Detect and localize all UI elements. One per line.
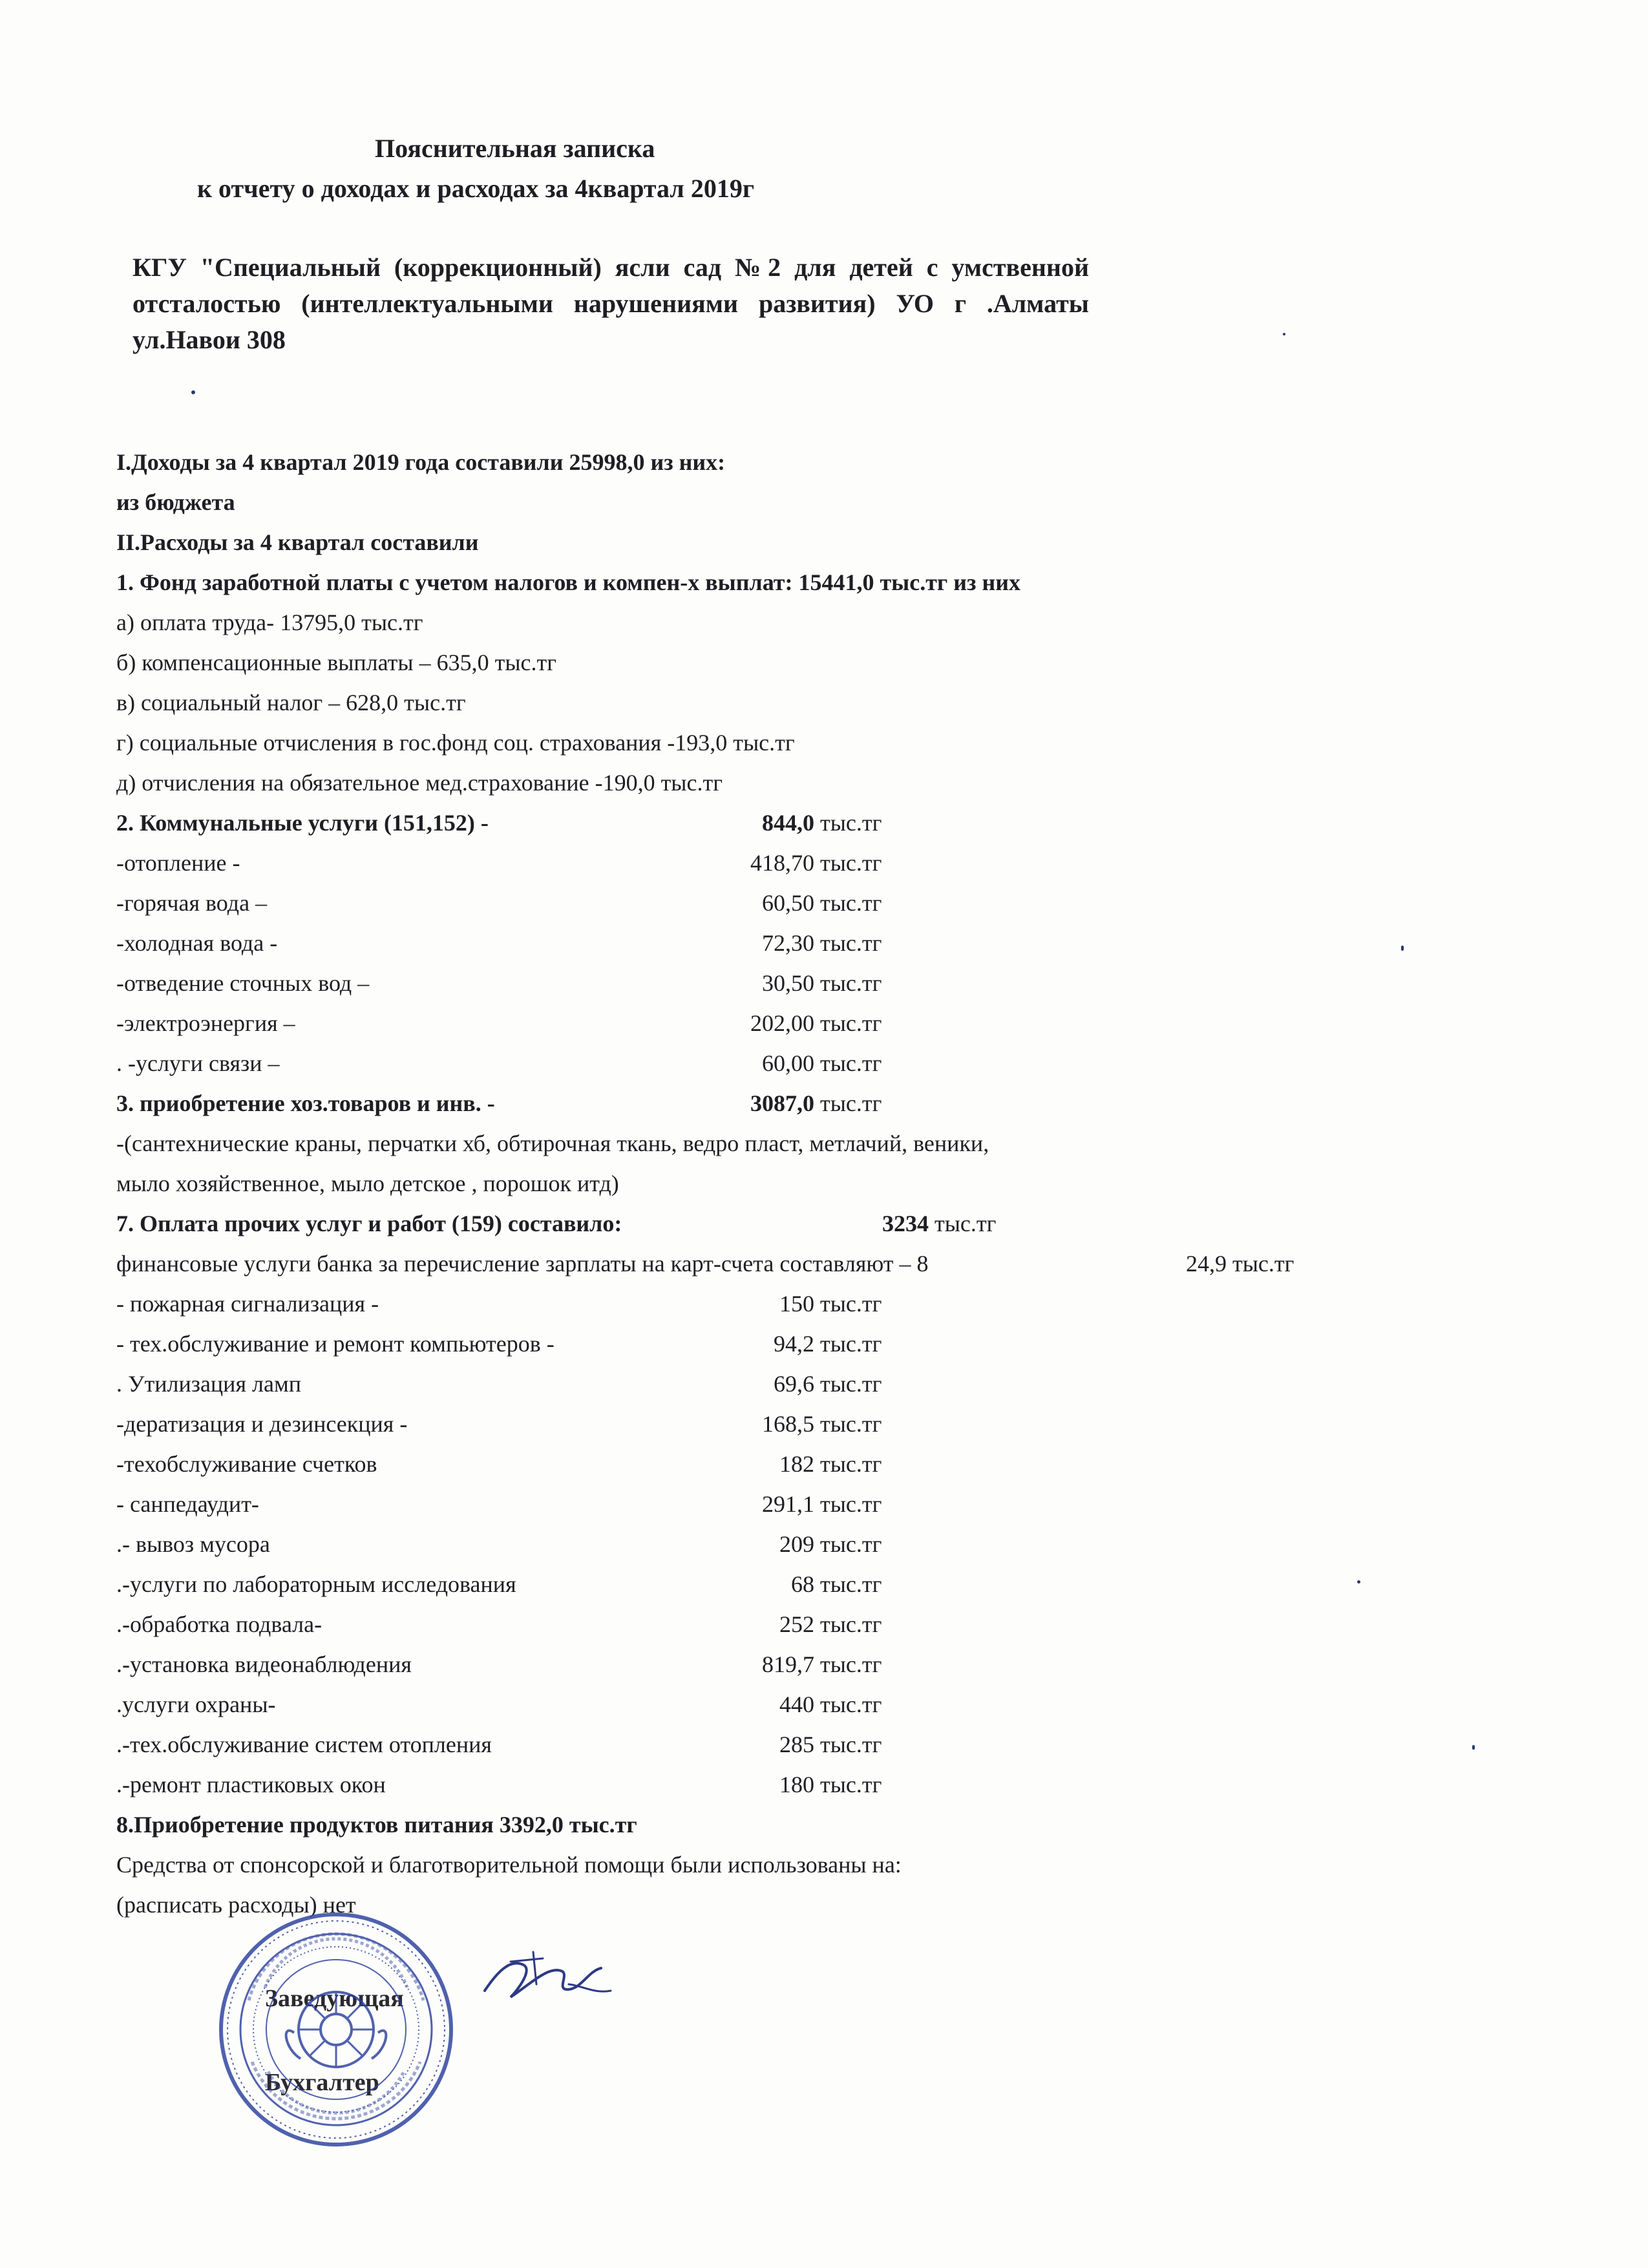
- sponsorship-value: нет: [322, 1892, 356, 1918]
- service-item-label: - санпедаудит-: [116, 1491, 259, 1517]
- service-item-label: - пожарная сигнализация -: [116, 1291, 379, 1317]
- bank-fees-unit: тыс.тг: [1232, 1251, 1294, 1277]
- service-item-value: 819,7: [762, 1651, 814, 1677]
- utilities-item-amount: [666, 1010, 882, 1037]
- service-item-unit: тыс.тг: [820, 1411, 882, 1437]
- service-item-label: .услуги охраны-: [116, 1691, 276, 1717]
- service-item-unit: тыс.тг: [820, 1732, 882, 1757]
- utilities-item-label: -электроэнергия –: [116, 1010, 295, 1036]
- goods-details: мыло хозяйственное, мыло детское , порошок итд): [116, 1171, 619, 1196]
- ink-speck: [1357, 1580, 1360, 1584]
- utilities-item-value: 72,30: [762, 930, 814, 956]
- service-item-amount: [666, 1651, 882, 1678]
- service-item-label: -дератизация и дезинсекция -: [116, 1411, 408, 1437]
- utilities-item-amount: [666, 849, 882, 876]
- goods-details: -(сантехнические краны, перчатки хб, обтирочная ткань, ведро пласт, метлачий, веники,: [116, 1130, 989, 1156]
- food-heading: 8.Приобретение продуктов питания 3392,0 тыс.тг: [116, 1812, 637, 1838]
- goods-total-unit: тыс.тг: [820, 1090, 882, 1116]
- accountant-signature-label: Бухгалтер: [265, 2069, 379, 2096]
- service-item-amount: [666, 1490, 882, 1518]
- payroll-item: а) оплата труда- 13795,0 тыс.тг: [116, 609, 423, 635]
- service-item-label: . Утилизация ламп: [116, 1371, 301, 1397]
- service-item-unit: тыс.тг: [820, 1371, 882, 1397]
- utilities-item-label: . -услуги связи –: [116, 1050, 280, 1076]
- ink-speck: [1283, 333, 1285, 335]
- payroll-item: д) отчисления на обязательное мед.страхование -190,0 тыс.тг: [116, 770, 723, 796]
- utilities-item-amount: [666, 970, 882, 997]
- service-item-unit: тыс.тг: [820, 1611, 882, 1637]
- utilities-item-label: -отопление -: [116, 850, 240, 876]
- service-item-value: 69,6: [774, 1371, 814, 1397]
- services-total: [882, 1210, 996, 1237]
- sponsorship-note: (расписать расходы): [116, 1892, 317, 1918]
- utilities-item-value: 30,50: [762, 970, 814, 996]
- service-item-amount: [666, 1571, 882, 1598]
- utilities-item-label: -горячая вода –: [116, 890, 268, 916]
- document-subtitle: к отчету о доходах и расходах за 4квартал 2019г: [197, 174, 755, 203]
- ink-speck: [191, 390, 195, 394]
- ink-speck: [1472, 1745, 1475, 1750]
- utilities-item-unit: тыс.тг: [820, 970, 882, 996]
- utilities-item-unit: тыс.тг: [820, 930, 882, 956]
- organization-name: КГУ "Специальный (коррекционный) ясли сад №2 для детей с умственной отсталостью (интеллектуальными нарушениями развития) УО г .Алматы ул.Навои 308: [132, 253, 1089, 354]
- bank-fees-value: 24,9: [1186, 1251, 1227, 1277]
- head-signature-label: Заведующая: [265, 1985, 404, 2012]
- sponsorship-line: Средства от спонсорской и благотворительной помощи были использованы на:: [116, 1852, 902, 1878]
- utilities-item-amount: [666, 1050, 882, 1077]
- utilities-item-unit: тыс.тг: [820, 1050, 882, 1076]
- service-item-unit: тыс.тг: [820, 1331, 882, 1357]
- service-item-label: .-услуги по лабораторным исследования: [116, 1571, 516, 1597]
- service-item-value: 180: [779, 1772, 814, 1797]
- income-heading: I.Доходы за 4 квартал 2019 года составили 25998,0 из них:: [116, 449, 726, 475]
- service-item-unit: тыс.тг: [820, 1651, 882, 1677]
- goods-heading: 3. приобретение хоз.товаров и инв. -: [116, 1090, 495, 1116]
- service-item-amount: [666, 1611, 882, 1638]
- service-item-value: 150: [779, 1291, 814, 1317]
- service-item-value: 168,5: [762, 1411, 814, 1437]
- service-item-label: .-тех.обслуживание систем отопления: [116, 1732, 492, 1757]
- payroll-item: в) социальный налог – 628,0 тыс.тг: [116, 690, 466, 715]
- service-item-amount: [666, 1410, 882, 1437]
- document-title: Пояснительная записка: [375, 134, 655, 163]
- service-item-label: .- вывоз мусора: [116, 1531, 270, 1557]
- service-item-amount: [666, 1450, 882, 1478]
- utilities-total: [666, 809, 882, 836]
- handwritten-signature: [472, 1945, 620, 2017]
- utilities-item-value: 60,00: [762, 1050, 814, 1076]
- service-item-amount: [666, 1531, 882, 1558]
- utilities-item-label: -отведение сточных вод –: [116, 970, 370, 996]
- service-item-value: 68: [791, 1571, 814, 1597]
- service-item-label: - тех.обслуживание и ремонт компьютеров -: [116, 1331, 555, 1357]
- service-item-amount: [666, 1691, 882, 1718]
- service-item-amount: [666, 1731, 882, 1758]
- service-item-amount: [666, 1290, 882, 1317]
- utilities-total-value: 844,0: [762, 810, 814, 836]
- services-heading: 7. Оплата прочих услуг и работ (159) составило:: [116, 1211, 622, 1236]
- utilities-item-unit: тыс.тг: [820, 850, 882, 876]
- service-item-amount: [666, 1370, 882, 1397]
- service-item-value: 291,1: [762, 1491, 814, 1517]
- service-item-unit: тыс.тг: [820, 1691, 882, 1717]
- expenses-heading: II.Расходы за 4 квартал составили: [116, 529, 479, 555]
- payroll-item: б) компенсационные выплаты – 635,0 тыс.тг: [116, 650, 556, 675]
- service-item-value: 209: [779, 1531, 814, 1557]
- utilities-item-unit: тыс.тг: [820, 890, 882, 916]
- service-item-value: 252: [779, 1611, 814, 1637]
- utilities-item-unit: тыс.тг: [820, 1010, 882, 1036]
- service-item-label: -техобслуживание счетков: [116, 1451, 377, 1477]
- ink-speck: [1401, 946, 1404, 951]
- official-stamp: [217, 1910, 456, 2149]
- service-item-amount: [666, 1330, 882, 1357]
- bank-fees-label: финансовые услуги банка за перечисление зарплаты на карт-счета составляют – 8: [116, 1251, 929, 1277]
- utilities-item-value: 418,70: [750, 850, 814, 876]
- payroll-item: г) социальные отчисления в гос.фонд соц. страхования -193,0 тыс.тг: [116, 730, 795, 756]
- service-item-unit: тыс.тг: [820, 1531, 882, 1557]
- service-item-label: .-обработка подвала-: [116, 1611, 322, 1637]
- utilities-item-amount: [666, 929, 882, 957]
- utilities-item-label: -холодная вода -: [116, 930, 278, 956]
- bank-fees-amount: [1186, 1250, 1294, 1277]
- service-item-value: 94,2: [774, 1331, 814, 1357]
- service-item-unit: тыс.тг: [820, 1772, 882, 1797]
- service-item-amount: [666, 1771, 882, 1798]
- service-item-unit: тыс.тг: [820, 1571, 882, 1597]
- services-total-value: 3234: [882, 1211, 929, 1236]
- utilities-total-unit: тыс.тг: [820, 810, 882, 836]
- goods-total: [666, 1090, 882, 1117]
- service-item-unit: тыс.тг: [820, 1291, 882, 1317]
- utilities-item-value: 60,50: [762, 890, 814, 916]
- utilities-item-value: 202,00: [750, 1010, 814, 1036]
- service-item-unit: тыс.тг: [820, 1451, 882, 1477]
- service-item-value: 440: [779, 1691, 814, 1717]
- goods-total-value: 3087,0: [750, 1090, 814, 1116]
- utilities-item-amount: [666, 889, 882, 917]
- payroll-heading: 1. Фонд заработной платы с учетом налогов и компен-х выплат: 15441,0 тыс.тг из них: [116, 569, 1020, 595]
- service-item-label: .-ремонт пластиковых окон: [116, 1772, 386, 1797]
- service-item-label: .-установка видеонаблюдения: [116, 1651, 412, 1677]
- service-item-unit: тыс.тг: [820, 1491, 882, 1517]
- service-item-value: 285: [779, 1732, 814, 1757]
- services-total-unit: тыс.тг: [935, 1211, 997, 1236]
- service-item-value: 182: [779, 1451, 814, 1477]
- utilities-heading: 2. Коммунальные услуги (151,152) -: [116, 810, 489, 836]
- income-source: из бюджета: [116, 489, 235, 515]
